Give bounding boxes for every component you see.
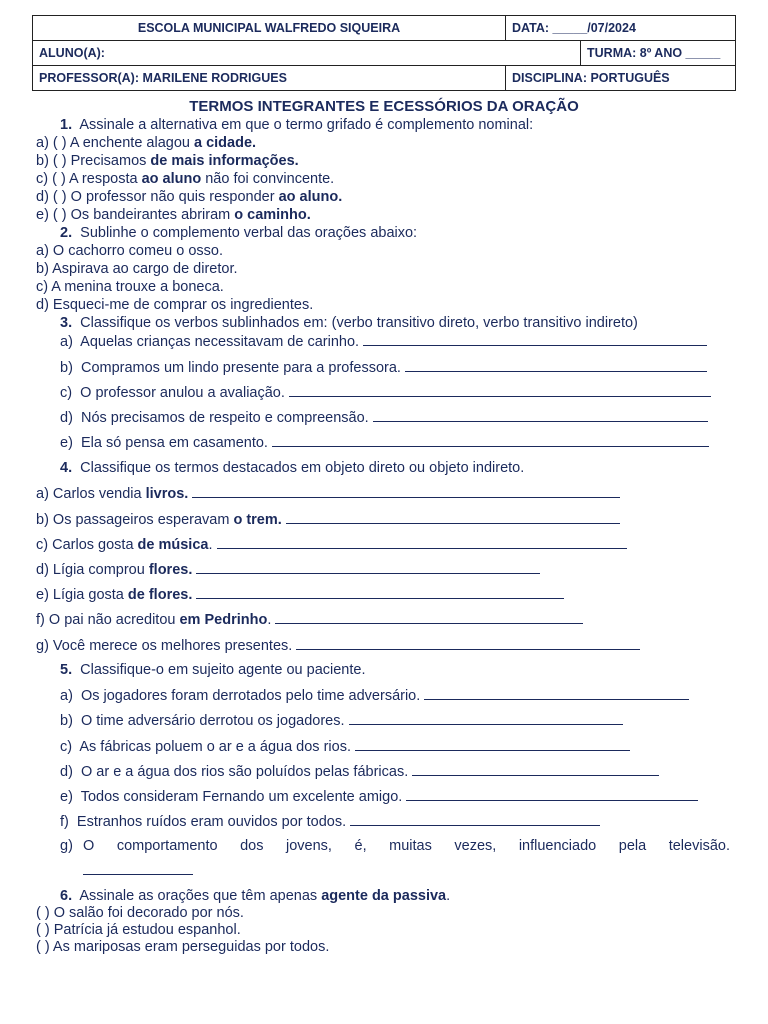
q3-item-e: e) Ela só pensa em casamento. bbox=[60, 434, 709, 451]
answer-line[interactable] bbox=[424, 687, 689, 700]
q2-prompt: 2. Sublinhe o complemento verbal das orações abaixo: bbox=[60, 225, 418, 241]
q1-option-e[interactable]: e) ( ) Os bandeirantes abriram o caminho. bbox=[36, 207, 311, 223]
answer-line[interactable] bbox=[349, 712, 623, 725]
q3-item-c: c) O professor anulou a avaliação. bbox=[60, 384, 711, 401]
answer-line[interactable] bbox=[406, 788, 698, 801]
header-table bbox=[32, 15, 736, 91]
date-field[interactable]: DATA: _____/07/2024 bbox=[506, 16, 736, 41]
subject-name: DISCIPLINA: PORTUGUÊS bbox=[506, 66, 736, 91]
q6-item-2[interactable]: ( ) Patrícia já estudou espanhol. bbox=[36, 922, 241, 938]
q5-item-g-answer bbox=[83, 862, 193, 879]
answer-line[interactable] bbox=[355, 738, 630, 751]
q4-item-b: b) Os passageiros esperavam o trem. bbox=[36, 511, 620, 528]
answer-line[interactable] bbox=[217, 536, 627, 549]
q5-item-g-text: O comportamento dos jovens, é, muitas vezes, influenciado pela televisão. bbox=[83, 838, 730, 854]
q4-item-d: d) Lígia comprou flores. bbox=[36, 561, 540, 578]
answer-line[interactable] bbox=[412, 763, 659, 776]
answer-line[interactable] bbox=[296, 637, 640, 650]
q3-prompt: 3. Classifique os verbos sublinhados em: (verbo transitivo direto, verbo transitivo indireto) bbox=[60, 315, 638, 331]
answer-line[interactable] bbox=[196, 561, 540, 574]
q2-item-a[interactable]: a) O cachorro comeu o osso. bbox=[36, 243, 223, 259]
q2-item-d[interactable]: d) Esqueci-me de comprar os ingredientes. bbox=[36, 297, 314, 313]
q4-item-f: f) O pai não acreditou em Pedrinho. bbox=[36, 611, 583, 628]
answer-line[interactable] bbox=[272, 434, 709, 447]
class-field[interactable]: TURMA: 8º ANO _____ bbox=[581, 41, 736, 66]
q4-item-e: e) Lígia gosta de flores. bbox=[36, 586, 564, 603]
school-name: ESCOLA MUNICIPAL WALFREDO SIQUEIRA bbox=[33, 16, 506, 41]
q5-item-a: a) Os jogadores foram derrotados pelo time adversário. bbox=[60, 687, 689, 704]
answer-line[interactable] bbox=[363, 333, 707, 346]
q6-item-3[interactable]: ( ) As mariposas eram perseguidas por todos. bbox=[36, 939, 330, 955]
q2-item-b[interactable]: b) Aspirava ao cargo de diretor. bbox=[36, 261, 238, 277]
q6-item-1[interactable]: ( ) O salão foi decorado por nós. bbox=[36, 905, 244, 921]
student-field[interactable]: ALUNO(A): bbox=[33, 41, 581, 66]
q5-item-b: b) O time adversário derrotou os jogadores. bbox=[60, 712, 623, 729]
q2-item-c[interactable]: c) A menina trouxe a boneca. bbox=[36, 279, 224, 295]
q3-item-b: b) Compramos um lindo presente para a professora. bbox=[60, 359, 707, 376]
q1-option-b[interactable]: b) ( ) Precisamos de mais informações. bbox=[36, 153, 299, 169]
answer-line[interactable] bbox=[286, 511, 620, 524]
q5-item-e: e) Todos consideram Fernando um excelente amigo. bbox=[60, 788, 698, 805]
q5-item-g-letter: g) bbox=[60, 838, 73, 854]
answer-line[interactable] bbox=[405, 359, 707, 372]
q3-item-d: d) Nós precisamos de respeito e compreensão. bbox=[60, 409, 708, 426]
q5-item-c: c) As fábricas poluem o ar e a água dos rios. bbox=[60, 738, 630, 755]
answer-line[interactable] bbox=[350, 813, 600, 826]
q1-option-a[interactable]: a) ( ) A enchente alagou a cidade. bbox=[36, 135, 257, 151]
answer-line[interactable] bbox=[196, 586, 564, 599]
q1-option-c[interactable]: c) ( ) A resposta ao aluno não foi convincente. bbox=[36, 171, 335, 187]
q4-prompt: 4. Classifique os termos destacados em objeto direto ou objeto indireto. bbox=[60, 460, 525, 476]
q3-item-a: a) Aquelas crianças necessitavam de carinho. bbox=[60, 333, 707, 350]
q6-prompt: 6. Assinale as orações que têm apenas agente da passiva. bbox=[60, 888, 451, 904]
teacher-name: PROFESSOR(A): MARILENE RODRIGUES bbox=[33, 66, 506, 91]
answer-line[interactable] bbox=[192, 485, 620, 498]
answer-line[interactable] bbox=[289, 384, 711, 397]
q4-item-a: a) Carlos vendia livros. bbox=[36, 485, 620, 502]
answer-line[interactable] bbox=[275, 611, 583, 624]
q1-prompt: 1. Assinale a alternativa em que o termo grifado é complemento nominal: bbox=[60, 117, 534, 133]
q5-item-d: d) O ar e a água dos rios são poluídos pelas fábricas. bbox=[60, 763, 659, 780]
q5-item-f: f) Estranhos ruídos eram ouvidos por todos. bbox=[60, 813, 600, 830]
q4-item-c: c) Carlos gosta de música. bbox=[36, 536, 627, 553]
q4-item-g: g) Você merece os melhores presentes. bbox=[36, 637, 640, 654]
answer-line[interactable] bbox=[373, 409, 708, 422]
q5-prompt: 5. Classifique-o em sujeito agente ou paciente. bbox=[60, 662, 366, 678]
q1-option-d[interactable]: d) ( ) O professor não quis responder ao aluno. bbox=[36, 189, 343, 205]
answer-line[interactable] bbox=[83, 862, 193, 875]
page-title: TERMOS INTEGRANTES E ECESSÓRIOS DA ORAÇÃO bbox=[189, 98, 579, 115]
